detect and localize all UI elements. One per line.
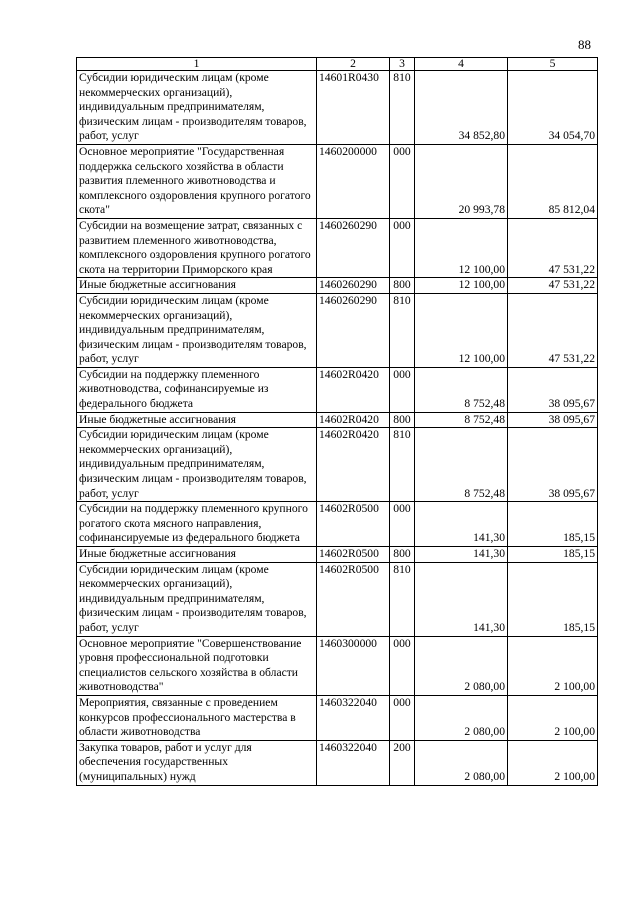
- row-value-2-cell: 47 531,22: [508, 278, 598, 294]
- row-type-cell: 200: [390, 740, 415, 785]
- table-row: [77, 562, 598, 636]
- row-type-cell: 800: [390, 547, 415, 563]
- table-row: [77, 293, 598, 367]
- table-row: [77, 367, 598, 412]
- row-value-2-cell: 47 531,22: [508, 293, 598, 367]
- row-value-1-cell: 12 100,00: [415, 278, 508, 294]
- row-value-2-cell: 47 531,22: [508, 218, 598, 277]
- row-name-cell: Иные бюджетные ассигнования: [77, 412, 317, 428]
- row-value-1-cell: 34 852,80: [415, 71, 508, 145]
- row-code-cell: 14602R0500: [317, 547, 390, 563]
- row-value-1-cell: 141,30: [415, 547, 508, 563]
- row-value-2-cell: 2 100,00: [508, 740, 598, 785]
- row-value-1-cell: 2 080,00: [415, 695, 508, 740]
- row-code-cell: 14601R0430: [317, 71, 390, 145]
- row-value-2-cell: 2 100,00: [508, 636, 598, 695]
- row-value-1-cell: 8 752,48: [415, 428, 508, 502]
- header-cell-1: 1: [77, 58, 317, 71]
- row-type-cell: 800: [390, 412, 415, 428]
- row-type-cell: 000: [390, 367, 415, 412]
- row-code-cell: 1460200000: [317, 144, 390, 218]
- row-code-cell: 1460260290: [317, 278, 390, 294]
- row-type-cell: 810: [390, 428, 415, 502]
- row-type-cell: 000: [390, 695, 415, 740]
- row-value-2-cell: 185,15: [508, 502, 598, 547]
- table-row: [77, 71, 598, 145]
- row-name-cell: Основное мероприятие "Совершенствование уровня профессиональной подготовки специалистов сельского хозяйства в области животноводства": [77, 636, 317, 695]
- row-name-cell: Субсидии на поддержку племенного животноводства, софинансируемые из федерального бюджета: [77, 367, 317, 412]
- row-value-2-cell: 38 095,67: [508, 428, 598, 502]
- row-type-cell: 810: [390, 71, 415, 145]
- budget-table: [76, 57, 598, 786]
- row-value-2-cell: 38 095,67: [508, 367, 598, 412]
- row-code-cell: 14602R0420: [317, 412, 390, 428]
- row-value-2-cell: 2 100,00: [508, 695, 598, 740]
- table-row: [77, 144, 598, 218]
- table-row: [77, 740, 598, 785]
- row-name-cell: Закупка товаров, работ и услуг для обеспечения государственных (муниципальных) нужд: [77, 740, 317, 785]
- row-code-cell: 14602R0420: [317, 367, 390, 412]
- row-value-2-cell: 34 054,70: [508, 71, 598, 145]
- row-type-cell: 810: [390, 293, 415, 367]
- row-name-cell: Субсидии на поддержку племенного крупного рогатого скота мясного направления, софинансируемые из федерального бюджета: [77, 502, 317, 547]
- table-row: [77, 547, 598, 563]
- row-code-cell: 14602R0500: [317, 502, 390, 547]
- table-row: [77, 218, 598, 277]
- table-row: [77, 695, 598, 740]
- row-value-2-cell: 185,15: [508, 547, 598, 563]
- row-value-1-cell: 12 100,00: [415, 293, 508, 367]
- row-name-cell: Иные бюджетные ассигнования: [77, 547, 317, 563]
- header-cell-4: 4: [415, 58, 508, 71]
- row-name-cell: Иные бюджетные ассигнования: [77, 278, 317, 294]
- table-row: [77, 502, 598, 547]
- row-type-cell: 000: [390, 636, 415, 695]
- row-value-1-cell: 2 080,00: [415, 740, 508, 785]
- row-type-cell: 800: [390, 278, 415, 294]
- table-row: [77, 636, 598, 695]
- table-row: [77, 428, 598, 502]
- row-type-cell: 000: [390, 218, 415, 277]
- row-name-cell: Мероприятия, связанные с проведением конкурсов профессионального мастерства в области животноводства: [77, 695, 317, 740]
- row-code-cell: 1460322040: [317, 695, 390, 740]
- row-name-cell: Субсидии юридическим лицам (кроме некоммерческих организаций), индивидуальным предпринимателям, физическим лицам - производителям товаров, работ, услуг: [77, 428, 317, 502]
- header-cell-3: 3: [390, 58, 415, 71]
- row-value-1-cell: 8 752,48: [415, 412, 508, 428]
- row-value-1-cell: 141,30: [415, 562, 508, 636]
- row-name-cell: Субсидии юридическим лицам (кроме некоммерческих организаций), индивидуальным предпринимателям, физическим лицам - производителям товаров, работ, услуг: [77, 293, 317, 367]
- header-cell-5: 5: [508, 58, 598, 71]
- row-code-cell: 1460322040: [317, 740, 390, 785]
- row-value-1-cell: 141,30: [415, 502, 508, 547]
- table-row: [77, 278, 598, 294]
- row-value-1-cell: 2 080,00: [415, 636, 508, 695]
- row-type-cell: 810: [390, 562, 415, 636]
- row-code-cell: 1460300000: [317, 636, 390, 695]
- row-type-cell: 000: [390, 502, 415, 547]
- row-value-2-cell: 185,15: [508, 562, 598, 636]
- row-code-cell: 14602R0500: [317, 562, 390, 636]
- row-code-cell: 1460260290: [317, 293, 390, 367]
- row-name-cell: Основное мероприятие "Государственная поддержка сельского хозяйства в области развития племенного животноводства и комплексного оздоровления крупного рогатого скота": [77, 144, 317, 218]
- row-value-1-cell: 20 993,78: [415, 144, 508, 218]
- row-code-cell: 14602R0420: [317, 428, 390, 502]
- row-value-1-cell: 8 752,48: [415, 367, 508, 412]
- page-number: 88: [578, 37, 591, 52]
- row-value-2-cell: 85 812,04: [508, 144, 598, 218]
- row-name-cell: Субсидии на возмещение затрат, связанных с развитием племенного животноводства, комплексного оздоровления крупного рогатого скота на территории Приморского края: [77, 218, 317, 277]
- table-row: [77, 412, 598, 428]
- row-code-cell: 1460260290: [317, 218, 390, 277]
- row-name-cell: Субсидии юридическим лицам (кроме некоммерческих организаций), индивидуальным предпринимателям, физическим лицам - производителям товаров, работ, услуг: [77, 71, 317, 145]
- header-row: [77, 58, 598, 71]
- row-name-cell: Субсидии юридическим лицам (кроме некоммерческих организаций), индивидуальным предпринимателям, физическим лицам - производителям товаров, работ, услуг: [77, 562, 317, 636]
- row-value-1-cell: 12 100,00: [415, 218, 508, 277]
- row-type-cell: 000: [390, 144, 415, 218]
- row-value-2-cell: 38 095,67: [508, 412, 598, 428]
- header-cell-2: 2: [317, 58, 390, 71]
